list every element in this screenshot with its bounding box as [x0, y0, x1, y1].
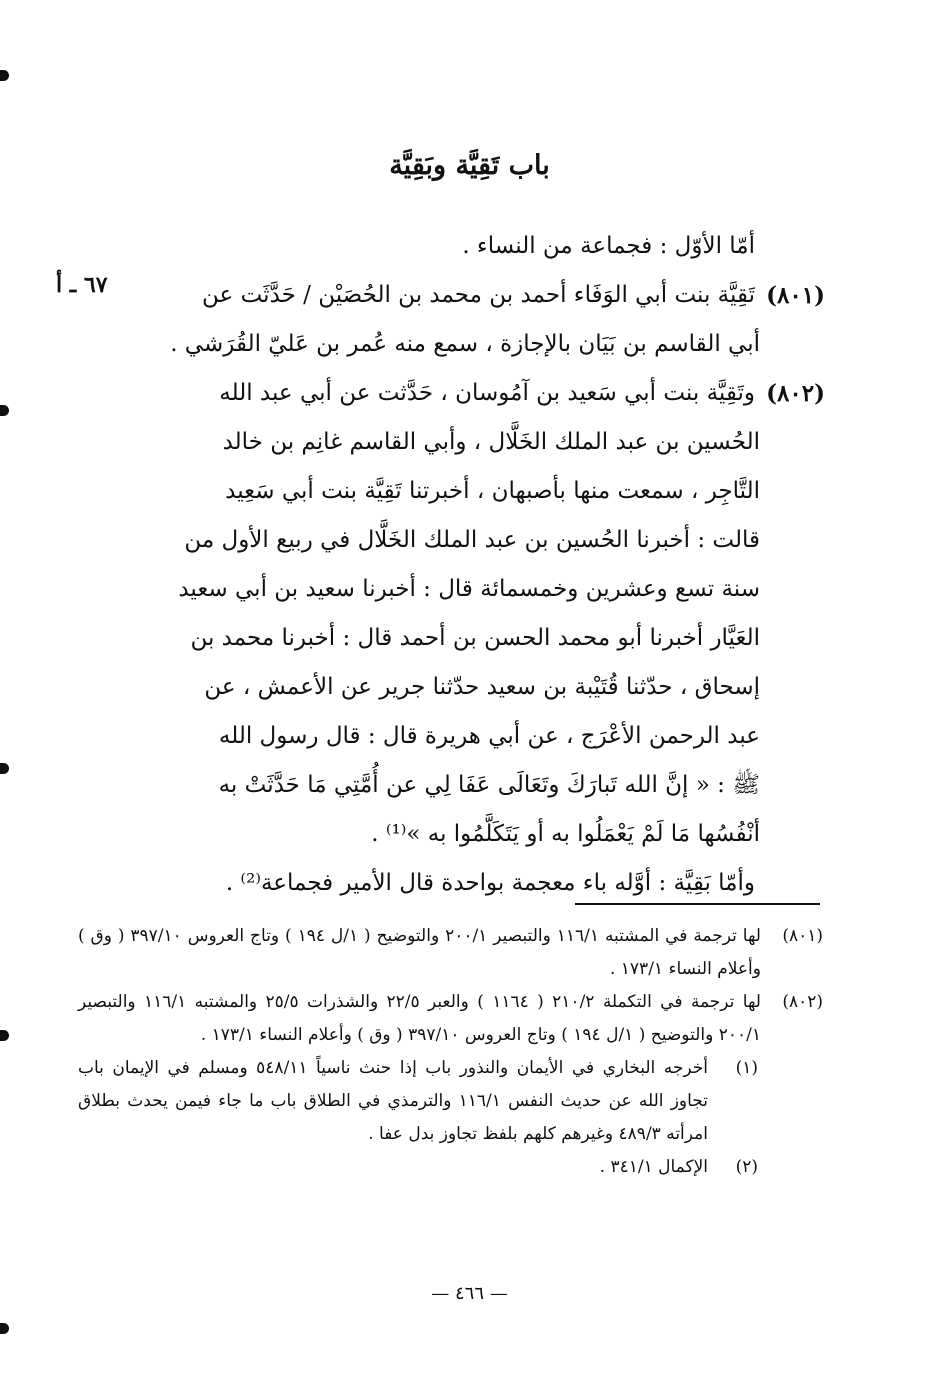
entry-number: (٨٠١) [766, 282, 825, 309]
entry-801 [120, 271, 825, 320]
entry-line: تَقِيَّة بنت أبي الوَفَاء أحمد بن محمد بن الحُصَيْن / حَدَّثَت عن [202, 282, 755, 308]
footnote-text: أخرجه البخاري في الأيمان والنذور باب إذا حنث ناسياً ٥٤٨/١١ ومسلم في الإيمان باب تجاوز الله عن حديث النفس ١١٦/١ والترمذي في الطلاق باب ما جاء فيمن يحدث بطلاق امرأته ٤٨٩/٣ وغيرهم كلهم بلفظ تجاوز بدل عفا . [78, 1058, 708, 1144]
entry-line: العَيَّار أخبرنا أبو محمد الحسن بن أحمد قال : أخبرنا محمد بن [190, 625, 760, 651]
entry-line: عبد الرحمن الأعْرَج ، عن أبي هريرة قال : قال رسول الله [218, 723, 760, 749]
entry-line: ﷺ : « إنَّ الله تَبارَكَ وتَعَالَى عَفَا لِي عن أُمَّتِي مَا حَدَّثَتْ به [218, 772, 760, 798]
footnote-text: الإكمال ٣٤١/١ . [599, 1157, 708, 1177]
binding-mark [0, 1030, 9, 1041]
footnote-number: (٨٠١) [782, 926, 823, 946]
page-number: — ٤٦٦ — [431, 1283, 508, 1304]
entry-line: أنْفُسُها مَا لَمْ يَعْمَلُوا به أو يَتَكَلَّمُوا به »⁽¹⁾ . [371, 821, 760, 847]
main-text [120, 222, 825, 908]
binding-mark [0, 70, 9, 81]
footnote-divider [575, 903, 820, 905]
binding-mark [0, 405, 9, 416]
footnote-number: (٨٠٢) [782, 992, 823, 1012]
chapter-title: باب تَقِيَّة وبَقِيَّة [389, 150, 550, 181]
intro-line: أمّا الأوّل : فجماعة من النساء . [462, 233, 755, 259]
footnote-801 [78, 920, 823, 986]
footnote-802 [78, 986, 823, 1052]
entry-802 [120, 369, 825, 418]
entry-line: التَّاجِر ، سمعت منها بأصبهان ، أخبرتنا تَقِيَّة بنت أبي سَعِيد [225, 478, 760, 504]
entry-line: وتَقِيَّة بنت أبي سَعيد بن آمُوسان ، حَدَّثت عن أبي عبد الله [219, 380, 755, 406]
entry-line: أبي القاسم بن بَيَان بالإجازة ، سمع منه عُمر بن عَليّ القُرَشي . [170, 331, 760, 357]
footnote-text: لها ترجمة في المشتبه ١١٦/١ والتبصير ٢٠٠/١ والتوضيح ( ١/ل ١٩٤ ) وتاج العروس ٣٩٧/١٠ ( وق ) وأعلام النساء ١٧٣/١ . [78, 926, 761, 979]
footnotes [78, 920, 823, 1184]
closing-line: وأمّا بَقِيَّة : أوَّله باء معجمة بواحدة قال الأمير فجماعة⁽²⁾ . [225, 870, 755, 896]
footnote-1 [78, 1052, 823, 1151]
entry-number: (٨٠٢) [766, 380, 825, 407]
footnote-text: لها ترجمة في التكملة ٢١٠/٢ ( ١١٦٤ ) والعبر ٢٢/٥ والشذرات ٢٥/٥ والمشتبه ١١٦/١ والتبصير ٢٠٠/١ والتوضيح ( ١/ل ١٩٤ ) وتاج العروس ٣٩٧/١٠ ( وق ) وأعلام النساء ١٧٣/١ . [78, 992, 761, 1045]
entry-line: إسحاق ، حدّثنا قُتَيْبة بن سعيد حدّثنا جرير عن الأعمش ، عن [204, 674, 760, 700]
footnote-number: (٢) [735, 1157, 758, 1177]
entry-line: الحُسين بن عبد الملك الخَلَّال ، وأبي القاسم غانِم بن خالد [222, 429, 760, 455]
footnote-2 [78, 1151, 823, 1184]
entry-line: قالت : أخبرنا الحُسين بن عبد الملك الخَلَّال في ربيع الأول من [184, 527, 760, 553]
footnote-number: (١) [735, 1058, 758, 1078]
binding-mark [0, 763, 9, 774]
entry-line: سنة تسع وعشرين وخمسمائة قال : أخبرنا سعيد بن أبي سعيد [178, 576, 760, 602]
margin-folio-reference: ٦٧ ـ أ [56, 272, 108, 298]
binding-mark [0, 1323, 9, 1334]
